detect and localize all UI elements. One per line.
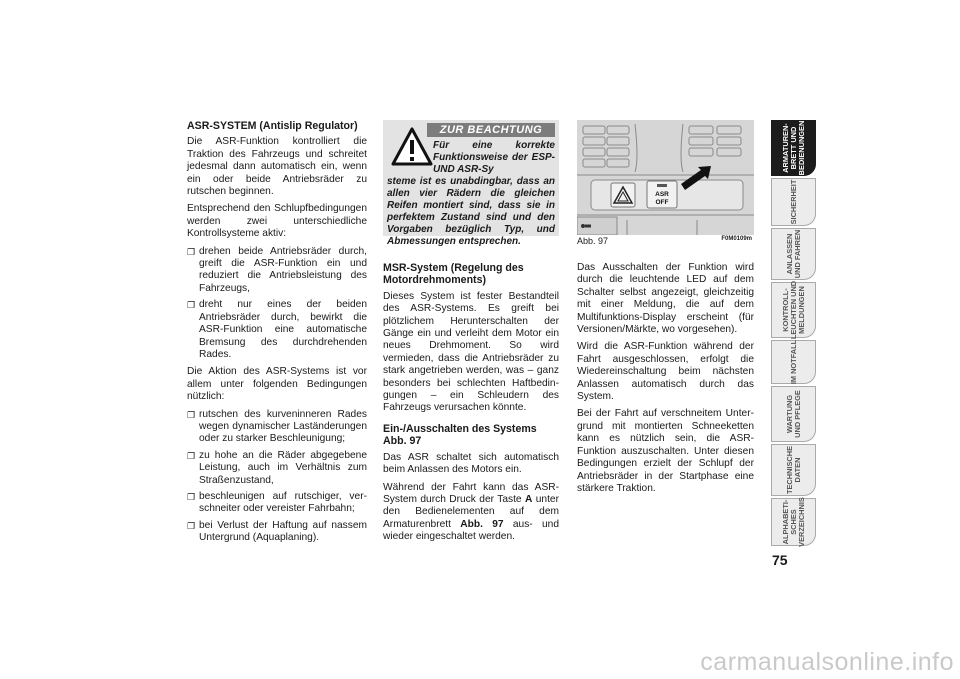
text-run: unter den Bedienelementen auf dem Armaturenbrett bbox=[383, 493, 559, 530]
plug-icon bbox=[581, 224, 585, 228]
figure-code: F0M0109m bbox=[721, 236, 752, 242]
tab-label: TECHNISCHE DATEN bbox=[784, 445, 802, 495]
list-item: ❐ rutschen des kurveninneren Rades wegen dynamischer Laständerungen oder zu starker Beschleunigung; bbox=[187, 409, 367, 446]
tab-label: WARTUNG UND PFLEGE bbox=[784, 390, 802, 438]
figure-asr-button bbox=[577, 120, 754, 235]
list-item: ❐ bei Verlust der Haftung auf nassem Untergrund (Aquaplaning). bbox=[187, 520, 367, 545]
page-number: 75 bbox=[772, 552, 788, 568]
figure-caption: Abb. 97 bbox=[577, 236, 609, 246]
column-asr-off bbox=[577, 262, 754, 500]
switch-paragraph-1: Das ASR schaltet sich automatisch beim Anlassen des Motors ein. bbox=[383, 451, 559, 476]
list-item: ❐ drehen beide Antriebsräder durch, greift die ASR-Funktion ein und reduziert die Antriebsleistung des Fahrzeugs, bbox=[187, 246, 367, 296]
tab-label: SICHERHEIT bbox=[788, 179, 798, 225]
tab-technische-daten[interactable] bbox=[771, 444, 816, 496]
msr-heading: MSR-System (Regelung des Motordrehmoments) bbox=[383, 262, 524, 287]
tab-label: ANLASSEN UND FAHREN bbox=[784, 229, 802, 279]
list-item: ❐ zu hohe an die Räder abgegebene Leistung, auch im Verhältnis zum Straßenzustand, bbox=[187, 450, 367, 487]
watermark: carmanualsonline.info bbox=[700, 648, 954, 676]
tab-verzeichnis[interactable] bbox=[771, 498, 816, 546]
tab-armaturenbrett[interactable] bbox=[771, 120, 816, 176]
control-systems-list bbox=[187, 246, 367, 362]
asr-paragraph-1: Die ASR-Funktion kontrolliert die Traktion des Fahrzeugs und schreitet jedesmal dann automatisch ein, wenn ein oder beide Antriebsräder zu rutschen beginnen. bbox=[187, 136, 367, 198]
switch-paragraph-2 bbox=[383, 482, 559, 544]
asr-off-paragraph-2: Wird die ASR-Funktion während der Fahrt ausgeschlossen, erfolgt die Wiedereinschaltung beim nächsten Anlassen automatisch durch das System. bbox=[577, 341, 754, 403]
tab-sicherheit[interactable] bbox=[771, 178, 816, 226]
dashboard-illustration bbox=[577, 120, 754, 235]
figure-reference: Abb. 97 bbox=[460, 518, 504, 530]
tab-label: IM NOTFALL bbox=[788, 339, 798, 385]
column-asr bbox=[187, 120, 367, 550]
warning-text-indented: Für eine korrekte Funktionsweise der ESP- UND ASR-Sy bbox=[433, 140, 555, 175]
tab-label: ALPHABETI- SCHES VERZEICHNIS bbox=[780, 497, 806, 547]
column-msr bbox=[383, 262, 559, 549]
text-run: Während der Fahrt kann das ASR-System durch Druck der Taste bbox=[383, 481, 559, 505]
asr-heading: ASR-SYSTEM (Antislip Regulator) bbox=[187, 120, 358, 132]
list-item: ❐ beschleunigen auf rutschiger, verschneiter oder vereister Fahrbahn; bbox=[187, 491, 367, 516]
asr-off-paragraph-1: Das Ausschalten der Funktion wird durch die leuchtende LED auf dem Schalter selbst angezeigt, gleichzeitig mit einer Meldung, die auf dem Multifunktions-Display erscheint (für Versionen/Märkte, wo vorgesehen). bbox=[577, 262, 754, 336]
text-run: aus- und wieder eingeschaltet werden. bbox=[383, 518, 559, 543]
tab-wartung[interactable] bbox=[771, 386, 816, 442]
list-item: ❐ dreht nur eines der beiden Antriebsräder durch, bewirkt die ASR-Funktion eine automatische Bremsung des durchdrehenden Rades. bbox=[187, 299, 367, 361]
msr-paragraph: Dieses System ist fester Bestandteil des ASR-Systems. Es greift bei plötzlichem Herunterschalten der Gänge ein und verleiht dem Motor ein neues Drehmoment. So wird vermieden, dass die Antriebsräder zu stark angetrieben werden, was – ganz besonders bei schlechten Haftbedingungen – ein Schleudern des Fahrzeugs verursachen könnte. bbox=[383, 290, 559, 414]
tab-label: ARMATUREN- BRETT UND BEDIENUNGEN bbox=[780, 120, 806, 176]
warning-text bbox=[383, 140, 559, 248]
warning-box bbox=[383, 120, 559, 247]
key-label: A bbox=[525, 493, 533, 505]
tab-label: KONTROLL- LEUCHTEN UND MELDUNGEN bbox=[780, 280, 806, 340]
tab-im-notfall[interactable] bbox=[771, 340, 816, 384]
asr-off-paragraph-3: Bei der Fahrt auf verschneitem Untergrund mit montierten Schneeketten kann es nützlich sein, die ASR-Funktion auszuschalten. Unter diesen Bedingungen erzielt der Schlupf der Antriebsräder in der Startphase eine stärkere Traktion. bbox=[577, 408, 754, 494]
button-label-asr: ASR bbox=[655, 191, 669, 198]
warning-banner: ZUR BEACHTUNG bbox=[427, 123, 555, 137]
asr-paragraph-3: Die Aktion des ASR-Systems ist vor allem unter folgenden Bedingungen nützlich: bbox=[187, 366, 367, 403]
tab-anlassen[interactable] bbox=[771, 228, 816, 280]
warning-text-rest: steme ist es unabdingbar, dass an allen vier Rädern die gleichen Reifen montiert sind, dass sie in perfektem Zustand sind und den Vorgaben bezüglich Typ, und Abmessungen entsprechen. bbox=[387, 176, 555, 247]
button-label-off: OFF bbox=[655, 199, 669, 206]
switch-heading: Ein-/Ausschalten des Systems Abb. 97 bbox=[383, 422, 537, 448]
asr-paragraph-2: Entsprechend den Schlupfbedingungen werden zwei unterschiedliche Kontrollsysteme aktiv: bbox=[187, 203, 367, 240]
conditions-list bbox=[187, 409, 367, 545]
tab-kontrollleuchten[interactable] bbox=[771, 282, 816, 338]
hazard-button bbox=[611, 183, 635, 207]
